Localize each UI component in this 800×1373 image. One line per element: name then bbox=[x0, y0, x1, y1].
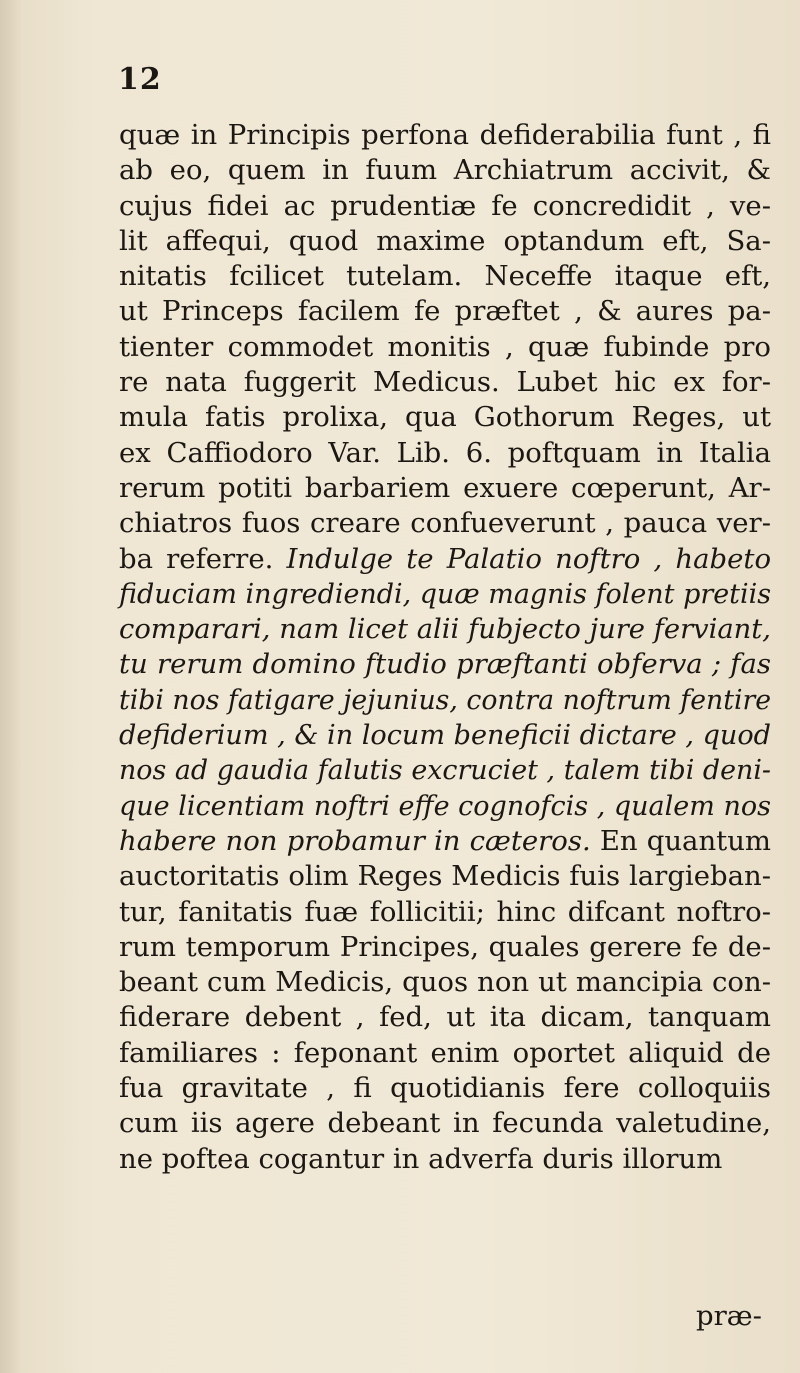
body-text bbox=[119, 118, 771, 1177]
text-line: familiares : feponant enim oportet aliquid de bbox=[119, 1036, 771, 1069]
text-line: quæ in Principis perfona defiderabilia funt , fi bbox=[119, 119, 771, 151]
text-line: nitatis fcilicet tutelam. Neceffe itaque eft, bbox=[119, 260, 771, 293]
text-segment-roman: ba referre. bbox=[119, 542, 287, 575]
text-line: rum temporum Principes, quales gerere fe de- bbox=[119, 930, 771, 963]
text-line: auctoritatis olim Reges Medicis fuis largieban- bbox=[119, 860, 771, 893]
text-line: tu rerum domino ftudio præftanti obferva ; fas bbox=[119, 648, 771, 681]
text-line: ne poftea cogantur in adverfa duris illorum bbox=[119, 1142, 723, 1175]
text-line: fiderare debent , fed, ut ita dicam, tanquam bbox=[119, 1001, 771, 1034]
text-line: comparari, nam licet alii fubjecto jure ferviant, bbox=[119, 614, 771, 646]
text-line: rerum potiti barbariem exuere cœperunt, Ar- bbox=[119, 471, 771, 504]
text-line: que licentiam noftri effe cognofcis , qualem nos bbox=[119, 790, 771, 822]
text-line: fiduciam ingrediendi, quæ magnis folent pretiis bbox=[119, 578, 772, 610]
text-segment-roman: En quantum bbox=[590, 824, 771, 857]
text-line: nos ad gaudia falutis excruciet , talem tibi deni- bbox=[119, 755, 771, 787]
text-line: tibi nos fatigare jejunius, contra noftrum fentire bbox=[119, 684, 772, 716]
text-line: cujus fidei ac prudentiæ fe concredidit , ve- bbox=[119, 189, 771, 222]
text-line: tur, fanitatis fuæ follicitii; hinc difcant noftro- bbox=[119, 895, 771, 928]
text-line: lit affequi, quod maxime optandum eft, Sa- bbox=[119, 224, 771, 257]
text-segment-italic: Indulge te Palatio noftro , habeto bbox=[286, 542, 771, 575]
text-line bbox=[119, 542, 771, 577]
text-line: beant cum Medicis, quos non ut mancipia con- bbox=[119, 966, 771, 999]
page-number: 12 bbox=[118, 62, 162, 97]
text-line: defiderium , & in locum beneficii dictare , quod bbox=[119, 720, 771, 752]
text-segment-italic: habere non probamur in cæteros. bbox=[119, 824, 591, 857]
text-line: tienter commodet monitis , quæ fubinde pro bbox=[119, 330, 771, 363]
page-edge-shadow bbox=[0, 0, 22, 1373]
text-line: ut Princeps facilem fe præftet , & aures pa- bbox=[119, 295, 771, 328]
catchword: præ- bbox=[696, 1300, 762, 1332]
text-line: fua gravitate , fi quotidianis fere colloquiis bbox=[119, 1072, 771, 1105]
text-line: chiatros fuos creare confueverunt , pauca ver- bbox=[119, 507, 771, 540]
text-line: ab eo, quem in fuum Archiatrum accivit, & bbox=[119, 154, 771, 187]
text-line: re nata fuggerit Medicus. Lubet hic ex for- bbox=[119, 366, 771, 399]
text-line bbox=[119, 824, 771, 859]
text-line: cum iis agere debeant in fecunda valetudine, bbox=[119, 1107, 771, 1140]
text-line: ex Caffiodoro Var. Lib. 6. poftquam in Italia bbox=[119, 436, 771, 469]
text-line: mula fatis prolixa, qua Gothorum Reges, ut bbox=[119, 401, 771, 434]
